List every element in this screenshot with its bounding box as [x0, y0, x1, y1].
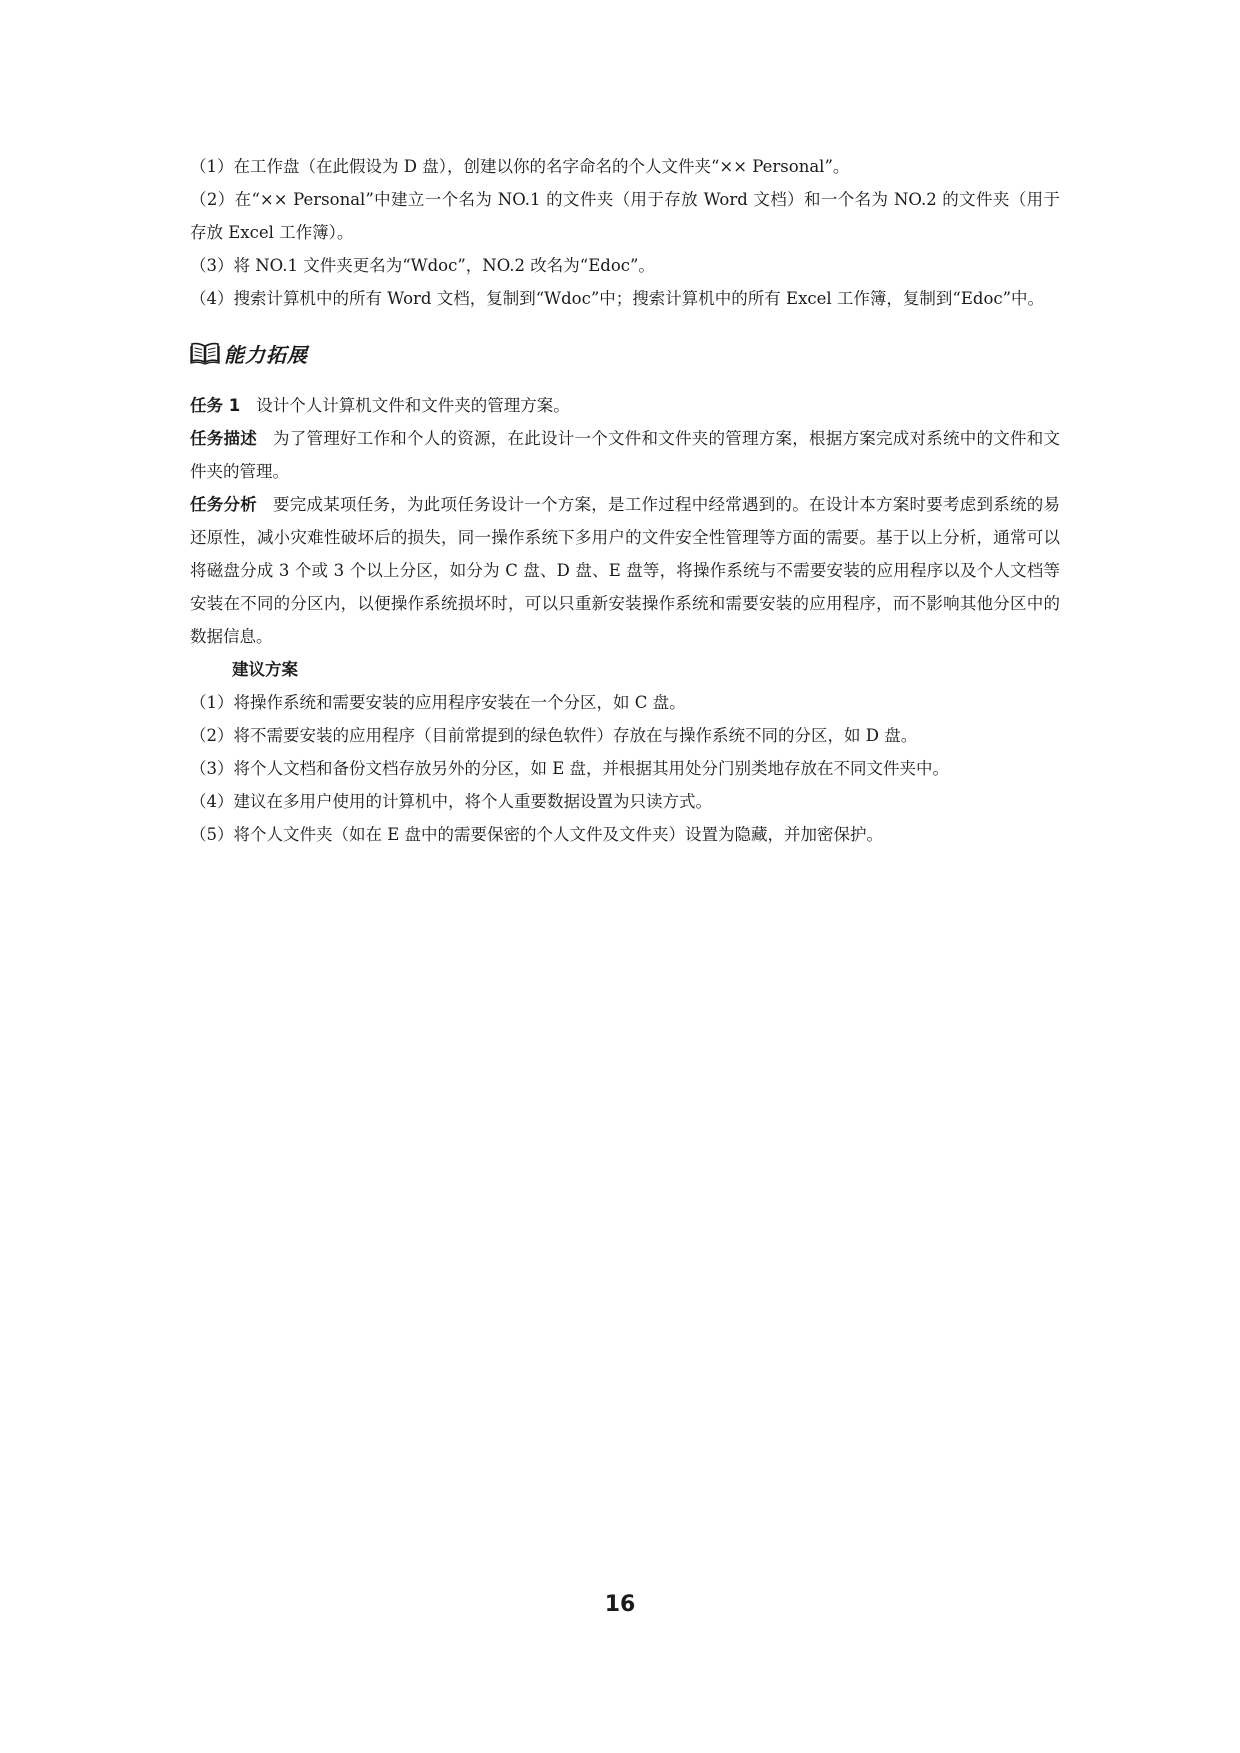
task-1 — [190, 389, 1060, 422]
task-description-text: 为了管理好工作和个人的资源，在此设计一个文件和文件夹的管理方案，根据方案完成对系统中的文件和文件夹的管理。 — [190, 429, 1060, 481]
task-analysis-label: 任务分析 — [190, 495, 257, 514]
suggestion-heading: 建议方案 — [232, 660, 298, 679]
open-book-icon — [190, 341, 220, 365]
task-1-label: 任务 1 — [190, 396, 241, 415]
task-description-label: 任务描述 — [190, 429, 257, 448]
section-heading — [190, 335, 1060, 371]
task-analysis — [190, 488, 1060, 653]
step-4: （4）搜索计算机中的所有 Word 文档，复制到“Wdoc”中；搜索计算机中的所有 Excel 工作簿，复制到“Edoc”中。 — [190, 289, 1045, 308]
task-1-text: 设计个人计算机文件和文件夹的管理方案。 — [256, 396, 570, 415]
suggestion-item-4: （4）建议在多用户使用的计算机中，将个人重要数据设置为只读方式。 — [190, 792, 712, 811]
step-1: （1）在工作盘（在此假设为 D 盘），创建以你的名字命名的个人文件夹“×× Personal”。 — [190, 157, 850, 176]
step-3: （3）将 NO.1 文件夹更名为“Wdoc”，NO.2 改名为“Edoc”。 — [190, 256, 655, 275]
suggestion-item-2: （2）将不需要安装的应用程序（目前常提到的绿色软件）存放在与操作系统不同的分区，如 D 盘。 — [190, 726, 918, 745]
step-2: （2）在“×× Personal”中建立一个名为 NO.1 的文件夹（用于存放 Word 文档）和一个名为 NO.2 的文件夹（用于存放 Excel 工作簿）。 — [190, 190, 1060, 242]
document-body — [190, 150, 1060, 851]
task-analysis-text: 要完成某项任务，为此项任务设计一个方案，是工作过程中经常遇到的。在设计本方案时要考虑到系统的易还原性，减小灾难性破坏后的损失，同一操作系统下多用户的文件安全性管理等方面的需要。基于以上分析，通常可以将磁盘分成 3 个或 3 个以上分区，如分为 C 盘、D 盘、E 盘等，将操作系统与不需要安装的应用程序以及个人文档等安装在不同的分区内，以便操作系统损坏时，可以只重新安装操作系统和需要安装的应用程序，而不影响其他分区中的数据信息。 — [190, 495, 1060, 646]
suggestion-item-3: （3）将个人文档和备份文档存放另外的分区，如 E 盘，并根据其用处分门别类地存放在不同文件夹中。 — [190, 759, 950, 778]
task-description — [190, 422, 1060, 488]
suggestion-item-5: （5）将个人文件夹（如在 E 盘中的需要保密的个人文件及文件夹）设置为隐藏，并加密保护。 — [190, 825, 884, 844]
page-number: 16 — [604, 1592, 636, 1617]
section-title: 能力拓展 — [224, 342, 308, 367]
suggestion-item-1: （1）将操作系统和需要安装的应用程序安装在一个分区，如 C 盘。 — [190, 693, 686, 712]
